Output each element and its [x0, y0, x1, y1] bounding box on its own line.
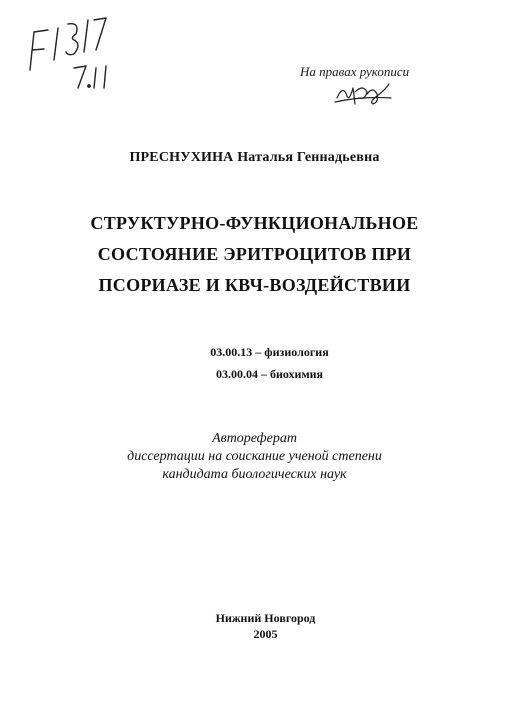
title-line: СТРУКТУРНО-ФУНКЦИОНАЛЬНОЕ [90, 213, 419, 233]
handwritten-archive-note [22, 10, 132, 90]
year: 2005 [253, 627, 278, 641]
handwritten-signature [333, 78, 393, 106]
abstract-line: Автореферат [212, 431, 297, 446]
title-line: ПСОРИАЗЕ И КВЧ-ВОЗДЕЙСТВИИ [98, 275, 411, 295]
publication-place [0, 610, 509, 642]
title-line: СОСТОЯНИЕ ЭРИТРОЦИТОВ ПРИ [97, 244, 412, 264]
specialty-code-physiology: 03.00.13 – физиология [210, 345, 329, 359]
dissertation-title [0, 208, 509, 301]
abstract-description [0, 430, 509, 484]
author-name: ПРЕСНУХИНА Наталья Геннадьевна [129, 150, 380, 165]
rights-notice: На правах рукописи [300, 64, 410, 79]
abstract-line: кандидата биологических наук [162, 467, 347, 482]
city: Нижний Новгород [215, 611, 316, 625]
specialty-code-biochemistry: 03.00.04 – биохимия [215, 367, 324, 381]
abstract-line: диссертации на соискание ученой степени [127, 449, 382, 464]
